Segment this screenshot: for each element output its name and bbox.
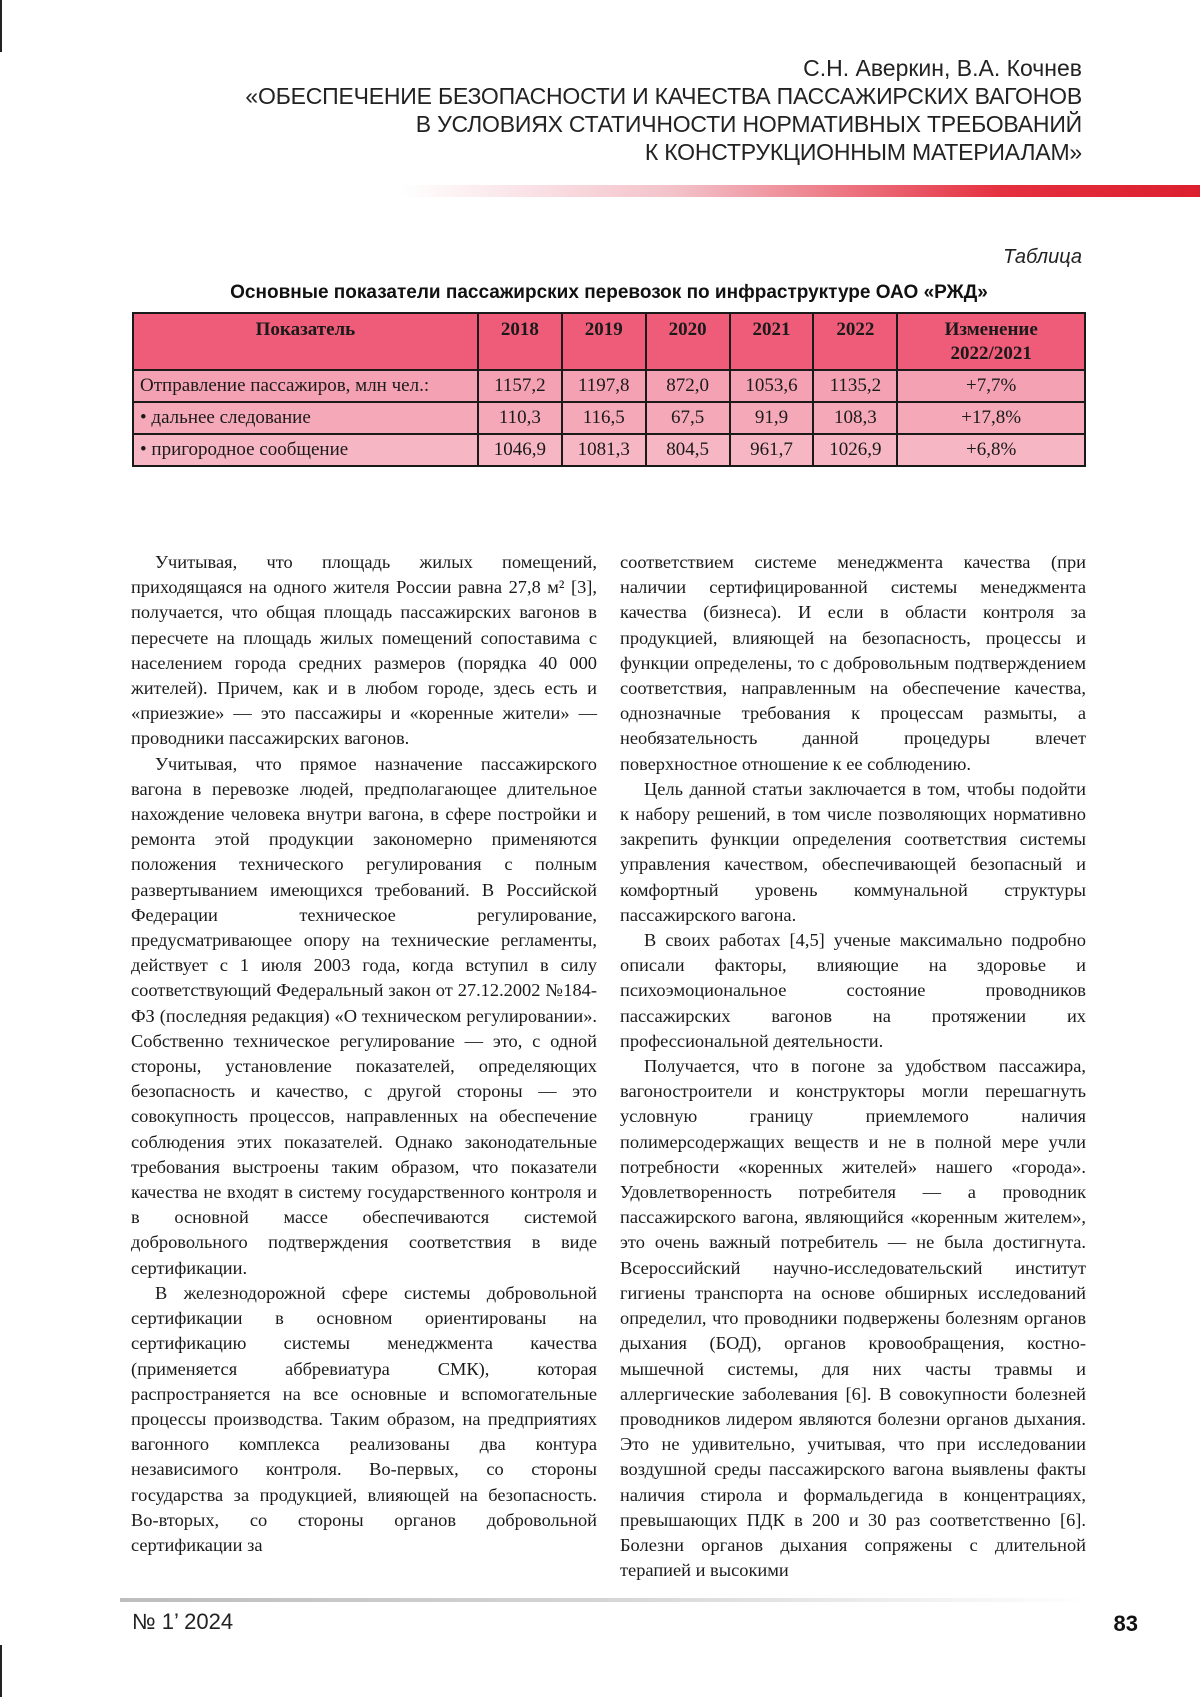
paragraph: В своих работах [4,5] ученые максимально подробно описали факторы, влияющие на здоровье и психоэмоциональное состояние проводников пассажирских вагонов на протяжении их профессиональной деятельности. (620, 930, 1086, 1051)
paragraph: В железнодорожной сфере системы добровольной сертификации в основном ориентированы на сертификацию системы менеджмента качества (применяется аббревиатура СМК), которая распространяется на все основные и вспомогательные процессы производства. Таким образом, на предприятиях вагонного комплекса реализованы два контура независимого контроля. Во-первых, со стороны государства за продукцией, влияющей на безопасность. Во-вторых, со стороны органов добровольной сертификации за (131, 1282, 597, 1555)
page-number: 83 (1113, 1611, 1138, 1636)
table-cell: +7,7% (897, 370, 1085, 402)
header-cell-2018: 2018 (478, 313, 562, 370)
row-label: • дальнее следование (133, 402, 478, 434)
text-column-right (620, 550, 1086, 1583)
passenger-stats-table (132, 312, 1086, 467)
header-cell-2020: 2020 (646, 313, 730, 370)
table-cell: +17,8% (897, 402, 1085, 434)
table-row (133, 370, 1085, 402)
table-cell: 1135,2 (813, 370, 897, 402)
table-cell: 1197,8 (562, 370, 646, 402)
article-title-line-3: К КОНСТРУКЦИОННЫМ МАТЕРИАЛАМ» (644, 139, 1082, 165)
crop-mark-bottom (0, 1645, 2, 1697)
article-title-line-2: В УСЛОВИЯХ СТАТИЧНОСТИ НОРМАТИВНЫХ ТРЕБОВАНИЙ (415, 111, 1082, 137)
table-cell: 1157,2 (478, 370, 562, 402)
table-title: Основные показатели пассажирских перевозок по инфраструктуре ОАО «РЖД» (230, 282, 988, 303)
header-accent-bar (400, 185, 1200, 197)
text-column-left (131, 550, 597, 1558)
table-cell: 108,3 (813, 402, 897, 434)
article-authors: С.Н. Аверкин, В.А. Кочнев (803, 55, 1082, 81)
paragraph: соответствием системе менеджмента качества (при наличии сертифицированной системы менеджмента качества (бизнеса). И если в области контроля за продукцией, влияющей на безопасность, процессы и функции определены, то с добровольным подтверждением соответствия, направленным на обеспечение качества, однозначные требования к процессам размыты, а необязательность данной процедуры влечет поверхностное отношение к ее соблюдению. (620, 552, 1086, 774)
table-cell: 1026,9 (813, 434, 897, 466)
table-cell: 67,5 (646, 402, 730, 434)
footer-rule (120, 1598, 1090, 1602)
table-cell: 110,3 (478, 402, 562, 434)
table-cell: +6,8% (897, 434, 1085, 466)
issue-number: № 1’ 2024 (132, 1609, 234, 1634)
table-header-row (133, 313, 1085, 370)
table-cell: 116,5 (562, 402, 646, 434)
paragraph: Получается, что в погоне за удобством пассажира, вагоностроители и конструкторы могли перешагнуть условную границу приемлемого наличия полимерсодержащих веществ и не в полной мере учли потребности «коренных жителей» нашего «города». Удовлетворенность потребителя — а проводник пассажирского вагона, являющийся «коренным жителем», это очень важный потребитель — не была достигнута. Всероссийский научно-исследовательский институт гигиены транспорта на основе обширных исследований определил, что проводники подвержены болезням органов дыхания (БОД), органов кровообращения, костно-мышечной системы, для них часты травмы и аллергические заболевания [6]. В совокупности болезней проводников лидером являются болезни органов дыхания. Это не удивительно, учитывая, что при исследовании воздушной среды пассажирского вагона выявлены факты наличия стирола и формальдегида в концентрациях, превышающих ПДК в 200 и 30 раз соответственно [6]. Болезни органов дыхания сопряжены с длительной терапией и высокими (620, 1056, 1086, 1581)
table-row (133, 434, 1085, 466)
header-cell-2021: 2021 (730, 313, 814, 370)
table-cell: 961,7 (730, 434, 814, 466)
table-caption: Таблица (1003, 246, 1082, 268)
header-cell-change: Изменение 2022/2021 (897, 313, 1085, 370)
table-row (133, 402, 1085, 434)
header-cell-indicator: Показатель (133, 313, 478, 370)
table-cell: 1053,6 (730, 370, 814, 402)
table-cell: 872,0 (646, 370, 730, 402)
paragraph: Цель данной статьи заключается в том, чтобы подойти к набору решений, в том числе позволяющих нормативно закрепить функции определения соответствия системы управления качеством, обеспечивающей безопасный и комфортный уровень коммунальной структуры пассажирского вагона. (620, 778, 1086, 925)
running-header (182, 54, 1082, 166)
article-title-line-1: «ОБЕСПЕЧЕНИЕ БЕЗОПАСНОСТИ И КАЧЕСТВА ПАССАЖИРСКИХ ВАГОНОВ (245, 83, 1082, 109)
header-cell-2022: 2022 (813, 313, 897, 370)
paragraph: Учитывая, что прямое назначение пассажирского вагона в перевозке людей, предполагающее длительное нахождение человека внутри вагона, в сфере постройки и ремонта этой продукции закономерно применяются положения технического регулирования с полным развертыванием имеющихся требований. В Российской Федерации техническое регулирование, предусматривающее опору на технические регламенты, действует с 1 июля 2003 года, когда вступил в силу соответствующий Федеральный закон от 27.12.2002 №184-ФЗ (последняя редакция) «О техническом регулировании». Собственно техническое регулирование — это, с одной стороны, установление показателей, определяющих безопасность и качество, с другой стороны — это совокупность процессов, направленных на обеспечение соблюдения этих показателей. Однако законодательные требования выстроены таким образом, что показатели качества не входят в систему государственного контроля и в основной массе обеспечиваются системой добровольного подтверждения соответствия в виде сертификации. (131, 753, 597, 1278)
table-cell: 1046,9 (478, 434, 562, 466)
table-cell: 804,5 (646, 434, 730, 466)
table-cell: 1081,3 (562, 434, 646, 466)
table-cell: 91,9 (730, 402, 814, 434)
crop-mark-top (0, 0, 2, 52)
paragraph: Учитывая, что площадь жилых помещений, приходящаяся на одного жителя России равна 27,8 м² [3], получается, что общая площадь пассажирских вагонов в пересчете на площадь жилых помещений сопоставима с населением города средних размеров (порядка 40 000 жителей). Причем, как и в любом городе, здесь есть и «приезжие» — это пассажиры и «коренные жители» — проводники пассажирских вагонов. (131, 552, 597, 749)
row-label: • пригородное сообщение (133, 434, 478, 466)
row-label: Отправление пассажиров, млн чел.: (133, 370, 478, 402)
header-cell-2019: 2019 (562, 313, 646, 370)
